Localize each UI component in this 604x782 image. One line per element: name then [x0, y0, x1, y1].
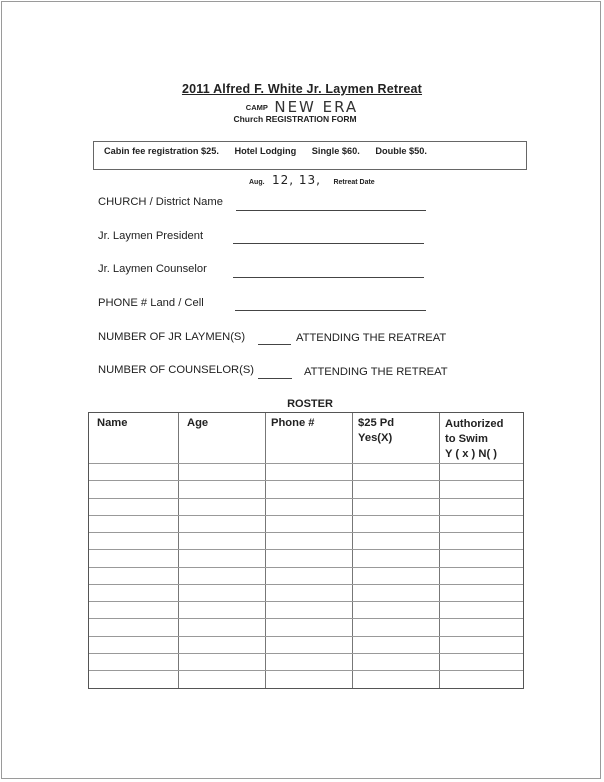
roster-title: ROSTER — [287, 398, 333, 410]
col-paid-line1: $25 Pd — [358, 417, 395, 429]
col-divider — [439, 413, 440, 688]
form-title: 2011 Alfred F. White Jr. Laymen Retreat — [181, 82, 423, 96]
hotel-lodging: Hotel Lodging — [234, 146, 297, 156]
fee-box — [93, 141, 527, 170]
president-input-line[interactable] — [233, 243, 424, 244]
table-row[interactable] — [89, 584, 523, 585]
retreat-date-label: Retreat Date — [333, 179, 375, 186]
phone-input-line[interactable] — [235, 310, 426, 311]
col-swim-line3: Y ( x ) N( ) — [445, 448, 498, 460]
col-paid — [358, 416, 394, 446]
table-row[interactable] — [89, 670, 523, 671]
col-swim — [445, 417, 503, 462]
col-phone: Phone # — [271, 417, 315, 429]
president-label: Jr. Laymen President — [98, 230, 204, 242]
camp-label: CAMP — [245, 102, 268, 112]
counselor-input-line[interactable] — [233, 277, 424, 278]
retreat-date-row — [249, 171, 375, 189]
table-row[interactable] — [89, 601, 523, 602]
phone-label: PHONE # Land / Cell — [98, 297, 204, 309]
laymen-attending-label: ATTENDING THE REATREAT — [296, 332, 447, 344]
camp-name: NEW ERA — [274, 98, 359, 116]
col-paid-line2: Yes(X) — [358, 432, 393, 444]
single-fee: Single $60. — [311, 146, 360, 156]
table-row[interactable] — [89, 549, 523, 550]
num-counselors-label: NUMBER OF COUNSELOR(S) — [98, 364, 255, 376]
col-swim-line1: Authorized — [445, 418, 504, 430]
table-row[interactable] — [89, 498, 523, 499]
col-divider — [178, 413, 179, 688]
church-input-line[interactable] — [236, 210, 426, 211]
fee-text — [104, 146, 440, 156]
table-row[interactable] — [89, 618, 523, 619]
date-days: 12, 13, — [272, 173, 321, 187]
church-label: CHURCH / District Name — [98, 196, 223, 208]
table-row[interactable] — [89, 463, 523, 464]
table-row[interactable] — [89, 653, 523, 654]
table-row[interactable] — [89, 532, 523, 533]
col-name: Name — [97, 417, 128, 429]
table-row[interactable] — [89, 480, 523, 481]
table-row[interactable] — [89, 567, 523, 568]
date-month: Aug. — [249, 179, 265, 186]
col-swim-line2: to Swim — [445, 433, 488, 445]
table-row[interactable] — [89, 515, 523, 516]
double-fee: Double $50. — [375, 146, 427, 156]
col-divider — [265, 413, 266, 688]
counselors-attending-label: ATTENDING THE RETREAT — [304, 366, 448, 378]
roster-table — [88, 412, 524, 689]
num-counselors-input-line[interactable] — [258, 378, 292, 379]
table-row[interactable] — [89, 636, 523, 637]
form-subtitle: Church REGISTRATION FORM — [233, 114, 357, 124]
num-laymen-label: NUMBER OF JR LAYMEN(S) — [98, 331, 246, 343]
num-laymen-input-line[interactable] — [258, 344, 291, 345]
col-divider — [352, 413, 353, 688]
counselor-label: Jr. Laymen Counselor — [98, 263, 207, 275]
col-age: Age — [187, 417, 209, 429]
cabin-fee: Cabin fee registration $25. — [104, 146, 219, 156]
